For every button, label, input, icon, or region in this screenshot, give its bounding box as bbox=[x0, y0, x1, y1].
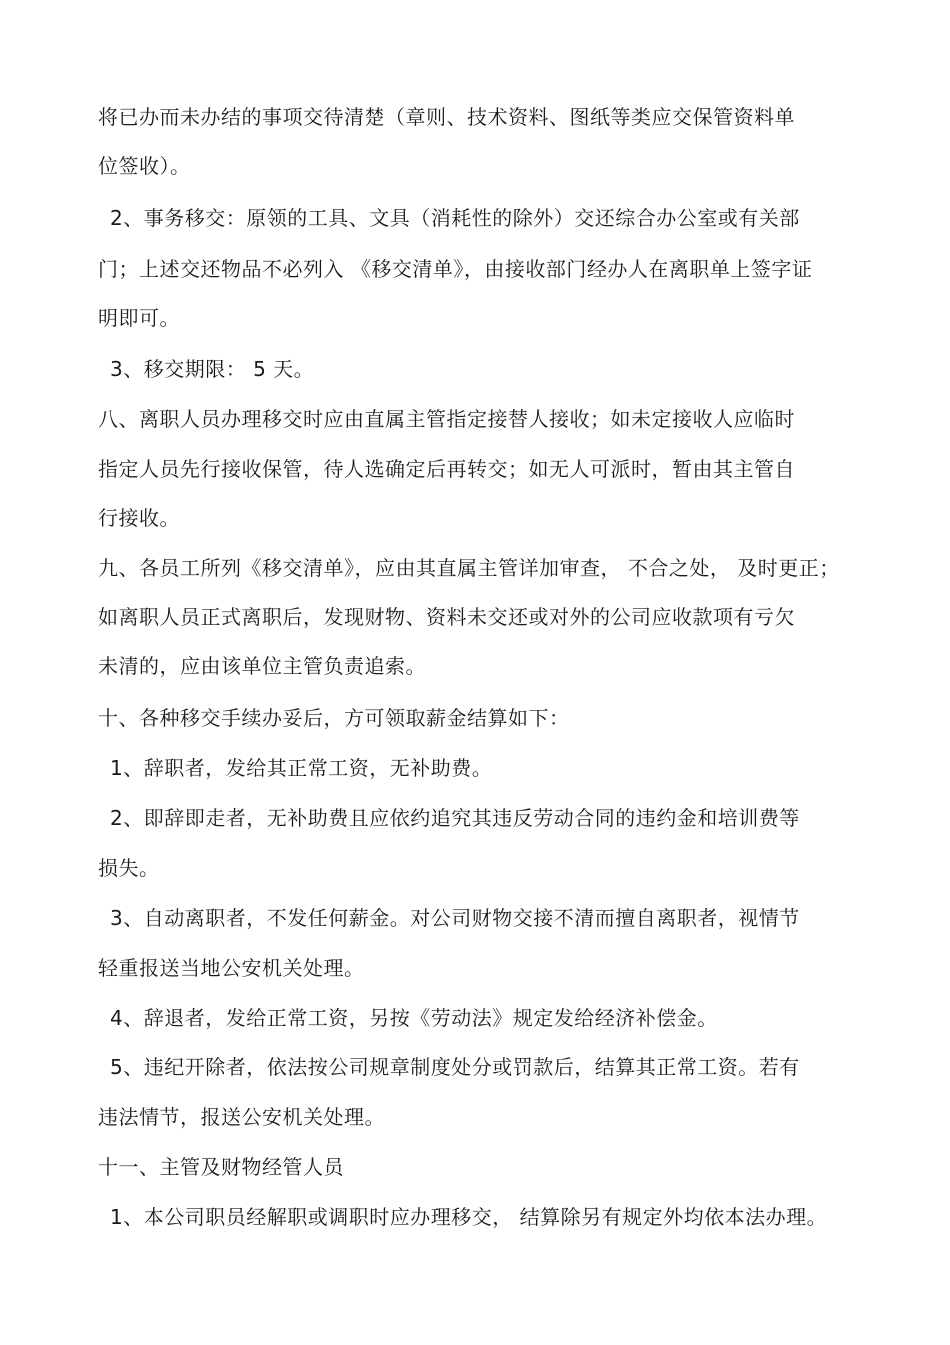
text-line: 未清的，应由该单位主管负责追索。 bbox=[98, 654, 426, 678]
text-line: 1、本公司职员经解职或调职时应办理移交， 结算除另有规定外均依本法办理。 bbox=[110, 1205, 828, 1229]
text-line: 九、各员工所列《移交清单》，应由其直属主管详加审查， 不合之处， 及时更正； bbox=[98, 556, 840, 580]
text-line: 将已办而未办结的事项交待清楚（章则、技术资料、图纸等类应交保管资料单 bbox=[98, 105, 795, 129]
text-line: 2、即辞即走者，无补助费且应依约追究其违反劳动合同的违约金和培训费等 bbox=[110, 806, 800, 830]
text-line: 门；上述交还物品不必列入 《移交清单》，由接收部门经办人在离职单上签字证 bbox=[98, 257, 813, 281]
text-line: 位签收）。 bbox=[98, 154, 191, 178]
text-line: 损失。 bbox=[98, 856, 160, 880]
text-line: 5、违纪开除者，依法按公司规章制度处分或罚款后，结算其正常工资。若有 bbox=[110, 1055, 800, 1079]
text-line: 2、事务移交：原领的工具、文具（消耗性的除外）交还综合办公室或有关部 bbox=[110, 206, 800, 230]
text-line: 违法情节，报送公安机关处理。 bbox=[98, 1105, 385, 1129]
text-line: 4、辞退者，发给正常工资，另按《劳动法》规定发给经济补偿金。 bbox=[110, 1006, 718, 1030]
text-line: 3、自动离职者，不发任何薪金。对公司财物交接不清而擅自离职者，视情节 bbox=[110, 906, 800, 930]
text-line: 轻重报送当地公安机关处理。 bbox=[98, 956, 365, 980]
text-line: 指定人员先行接收保管，待人选确定后再转交；如无人可派时，暂由其主管自 bbox=[98, 457, 795, 481]
text-line: 3、移交期限： 5 天。 bbox=[110, 357, 315, 381]
text-line: 十、各种移交手续办妥后，方可领取薪金结算如下： bbox=[98, 706, 570, 730]
text-line: 十一、主管及财物经管人员 bbox=[98, 1155, 344, 1179]
text-line: 八、离职人员办理移交时应由直属主管指定接替人接收；如未定接收人应临时 bbox=[98, 407, 795, 431]
text-line: 1、辞职者，发给其正常工资，无补助费。 bbox=[110, 756, 493, 780]
text-line: 明即可。 bbox=[98, 306, 180, 330]
text-line: 如离职人员正式离职后，发现财物、资料未交还或对外的公司应收款项有亏欠 bbox=[98, 605, 795, 629]
text-line: 行接收。 bbox=[98, 506, 180, 530]
